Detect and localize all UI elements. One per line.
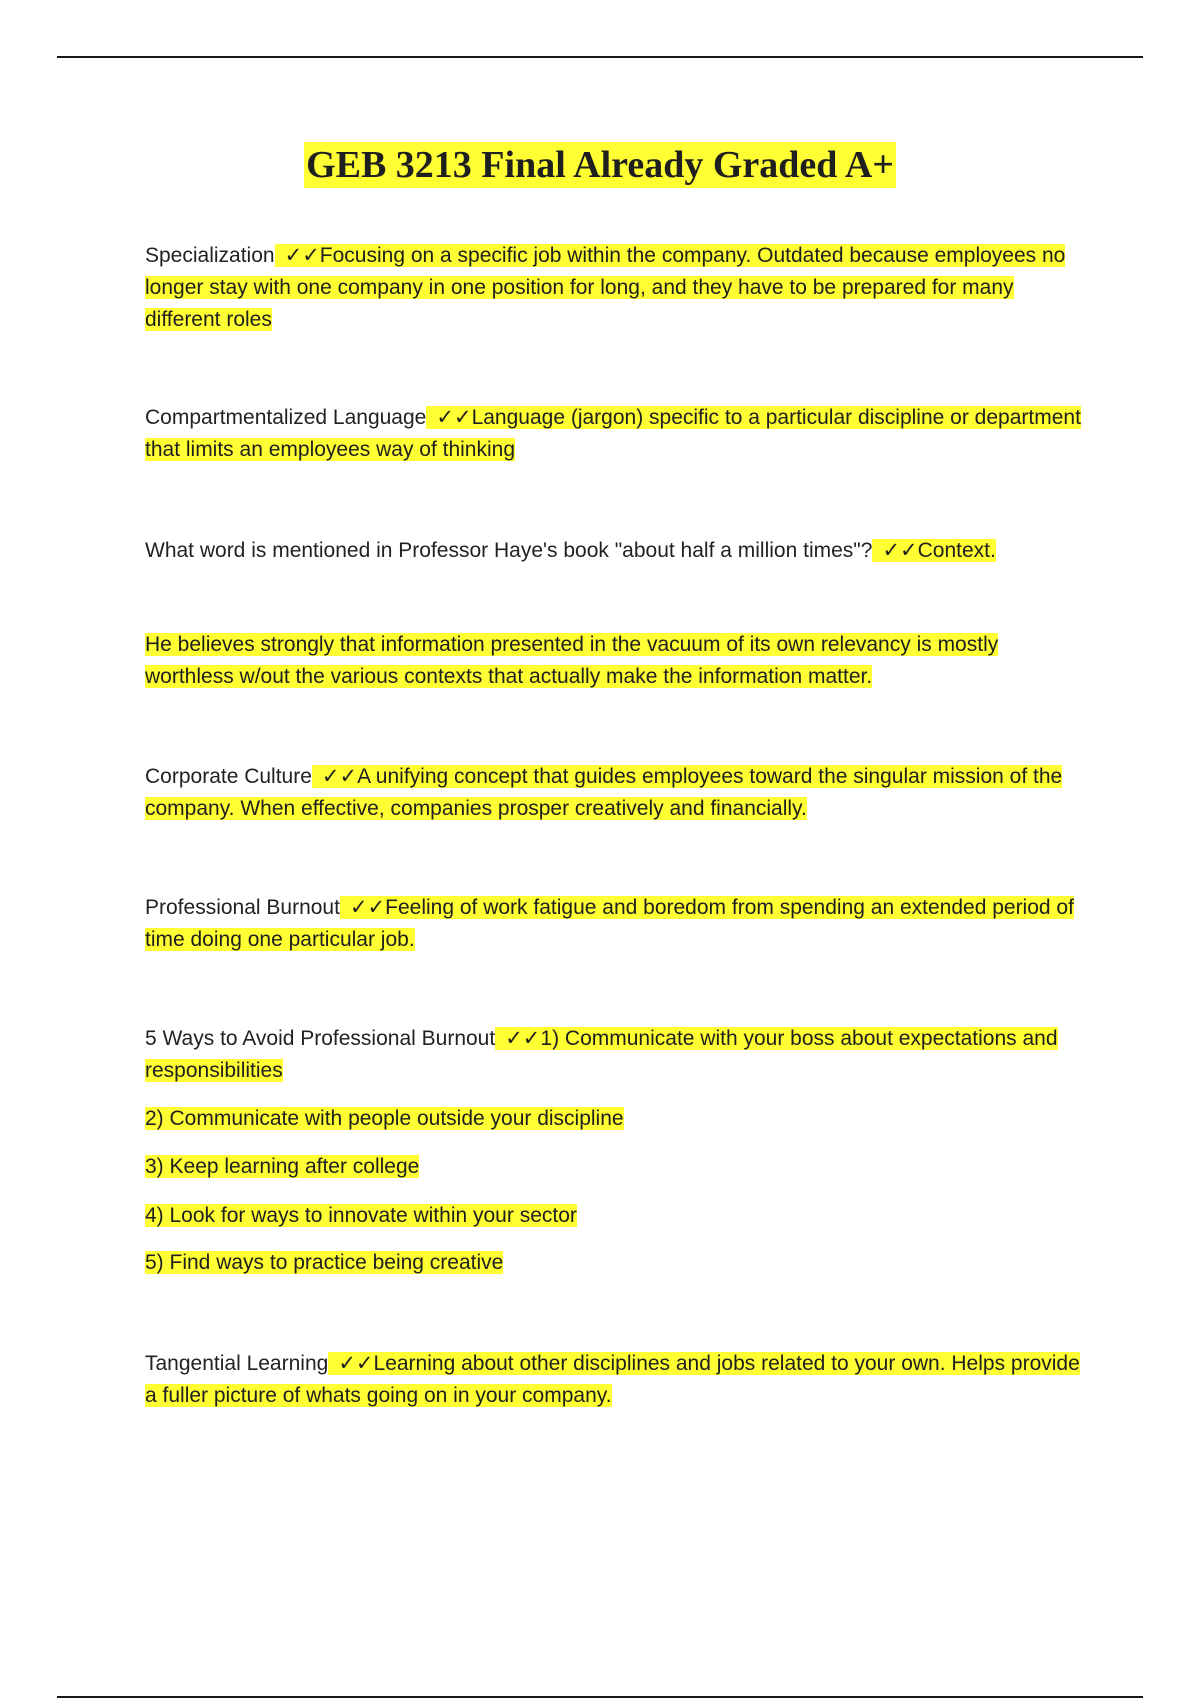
check-icon: ✓✓ (882, 538, 918, 562)
list-item: 3) Keep learning after college (145, 1155, 420, 1178)
entry-term: Tangential Learning (145, 1352, 329, 1375)
entry-definition: Learning about other disciplines and jobs related to your own. Helps provide a fuller picture of whats going on in your company. (145, 1352, 1080, 1407)
entry-definition: Feeling of work fatigue and boredom from spending an extended period of time doing one particular job. (145, 896, 1074, 951)
entry-term: 5 Ways to Avoid Professional Burnout (145, 1027, 496, 1050)
entry-definition: He believes strongly that information presented in the vacuum of its own relevancy is mostly worthless w/out the various contexts that actually make the information matter. (145, 633, 999, 688)
list-item: 5) Find ways to practice being creative (145, 1251, 504, 1274)
entry-tangential-learning (145, 1347, 1085, 1412)
entry-compartmentalized-language (145, 401, 1085, 466)
document-title: GEB 3213 Final Already Graded A+ (306, 144, 894, 186)
list-item: 4) Look for ways to innovate within your sector (145, 1204, 577, 1227)
entry-definition: Context. (917, 539, 996, 562)
entry-definition: 1) Communicate with your boss about expectations and responsibilities (145, 1027, 1058, 1082)
entry-context-explanation (145, 629, 1085, 693)
entry-corporate-culture (145, 760, 1085, 825)
check-icon: ✓✓ (321, 764, 358, 788)
check-icon: ✓✓ (436, 405, 472, 429)
entry-avoid-burnout (145, 1022, 1085, 1087)
top-rule (57, 56, 1143, 58)
entry-term: Professional Burnout (145, 896, 340, 919)
check-icon: ✓✓ (505, 1026, 541, 1050)
check-icon: ✓✓ (284, 243, 320, 267)
list-item: 2) Communicate with people outside your discipline (145, 1107, 624, 1130)
entry-context-question (145, 534, 1085, 567)
entry-term: Corporate Culture (145, 765, 312, 788)
entry-term: Specialization (145, 244, 275, 267)
entry-term: Compartmentalized Language (145, 406, 427, 429)
entry-specialization (145, 239, 1085, 336)
check-icon: ✓✓ (349, 895, 386, 919)
entry-term: What word is mentioned in Professor Haye's book "about half a million times"? (145, 539, 873, 562)
entry-definition: Focusing on a specific job within the company. Outdated because employees no longer stay with one company in one position for long, and they have to be prepared for many different roles (145, 244, 1066, 331)
check-icon: ✓✓ (338, 1351, 374, 1375)
entry-professional-burnout (145, 891, 1085, 956)
entry-definition: A unifying concept that guides employees toward the singular mission of the company. When effective, companies prosper creatively and financially. (145, 765, 1063, 820)
title-container (0, 143, 1200, 187)
bottom-rule (57, 1696, 1143, 1698)
entry-definition: Language (jargon) specific to a particular discipline or department that limits an employees way of thinking (145, 406, 1081, 461)
